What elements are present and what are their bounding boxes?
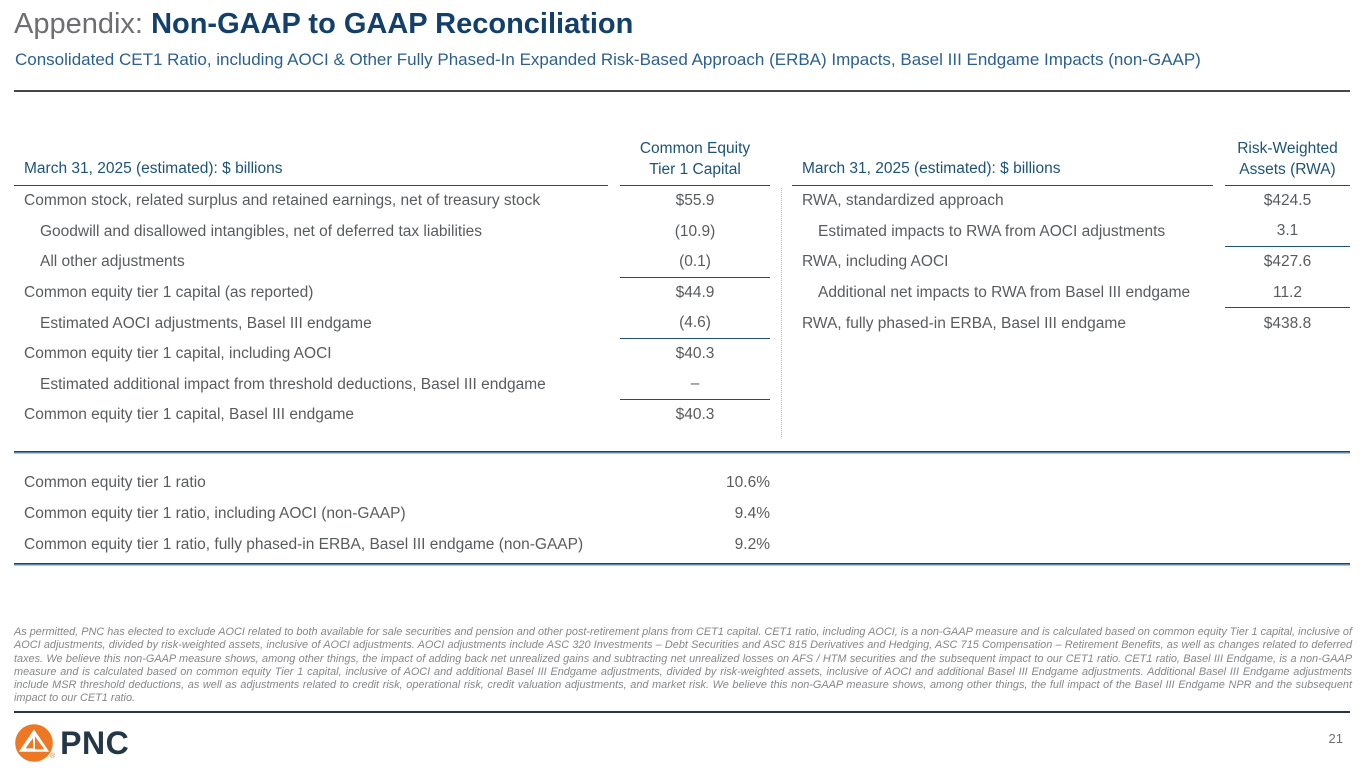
header-divider	[14, 90, 1350, 92]
pnc-logo	[14, 723, 129, 763]
page-title-prefix: Appendix:	[14, 8, 143, 40]
row-value: (0.1)	[620, 247, 770, 278]
table-row	[792, 308, 1350, 339]
table-row	[792, 217, 1350, 248]
row-label: Common stock, related surplus and retained earnings, net of treasury stock	[24, 192, 541, 210]
value-column-header-line1: Risk-Weighted	[1237, 140, 1338, 157]
section-divider-upper	[14, 451, 1350, 454]
pnc-pinwheel-icon	[14, 723, 54, 763]
table-row	[14, 186, 770, 217]
row-label: Estimated AOCI adjustments, Basel III endgame	[40, 314, 372, 332]
table-row	[792, 186, 1350, 217]
table-row	[14, 529, 770, 560]
table-caption: March 31, 2025 (estimated): $ billions	[792, 160, 1213, 186]
row-label: Estimated impacts to RWA from AOCI adjustments	[818, 222, 1166, 240]
footer-divider	[14, 711, 1350, 713]
row-value: $55.9	[675, 192, 715, 210]
table-caption: March 31, 2025 (estimated): $ billions	[14, 160, 608, 186]
value-column-header-line1: Common Equity	[639, 140, 751, 157]
row-value: 9.2%	[734, 535, 770, 553]
cet1-capital-table-body	[14, 186, 770, 431]
row-label: Additional net impacts to RWA from Basel III endgame	[818, 284, 1191, 302]
page-title	[14, 8, 633, 41]
row-value: $438.8	[1263, 314, 1312, 332]
row-value: 11.2	[1225, 278, 1350, 309]
table-row	[14, 467, 770, 498]
row-label: Goodwill and disallowed intangibles, net of deferred tax liabilities	[40, 222, 483, 240]
page-title-main: Non-GAAP to GAAP Reconciliation	[151, 8, 634, 40]
row-value: 3.1	[1225, 217, 1350, 248]
table-row	[14, 370, 770, 401]
value-column-header-line2: Tier 1 Capital	[649, 161, 741, 178]
footnote-text: As permitted, PNC has elected to exclude AOCI related to both available for sale securities and pension and other post-retirement plans from CET1 capital. CET1 ratio, including AOCI, is a non-GAAP measure and is calculated based on common equity Tier 1 capital, inclusive of AOCI adjustments, divided by risk-weighted assets, inclusive of AOCI adjustments. AOCI adjustments include ASC 320 Investments – Debt Securities and ASC 815 Derivatives and Hedging, ASC 715 Compensation – Retirement Benefits, as well as changes related to deferred taxes. We believe this non-GAAP measure shows, among other things, the impact of adding back net unrealized gains and subtracting net unrealized losses on AFS / HTM securities and the subsequent impact to our CET1 ratio. CET1 ratio, Basel III Endgame, is a non-GAAP measure and is calculated based on common equity Tier 1 capital, inclusive of AOCI and additional Basel III Endgame adjustments, divided by risk-weighted assets, inclusive of AOCI and additional Basel III Endgame adjustments. Additional Basel III Endgame adjustments include MSR threshold deductions, as well as adjustments related to credit risk, operational risk, credit valuation adjustments, and market risk. We believe this non-GAAP measure shows, among other things, the full impact of the Basel III Endgame NPR and the subsequent impact to our CET1 ratio.	[14, 626, 1352, 705]
pnc-wordmark: PNC	[60, 724, 130, 761]
row-value: $427.6	[1263, 253, 1312, 271]
table-row	[792, 278, 1350, 309]
row-value: (10.9)	[674, 222, 716, 240]
row-value: $424.5	[1263, 192, 1312, 210]
row-label: Common equity tier 1 capital, including AOCI	[24, 345, 332, 363]
row-value: $40.3	[675, 406, 715, 424]
row-value: 10.6%	[726, 473, 770, 491]
row-label: All other adjustments	[40, 253, 185, 271]
table-row	[792, 247, 1350, 278]
row-value: 9.4%	[734, 504, 770, 522]
cet1-capital-table-header	[14, 136, 770, 186]
table-row	[14, 498, 770, 529]
row-label: Common equity tier 1 capital (as reported)	[24, 284, 314, 302]
cet1-ratio-table	[14, 467, 770, 560]
rwa-table-header	[792, 136, 1350, 186]
row-label: RWA, including AOCI	[802, 253, 949, 271]
rwa-table-body	[792, 186, 1350, 339]
row-label: Common equity tier 1 ratio	[24, 473, 206, 491]
cet1-ratio-table-body	[14, 467, 770, 560]
row-label: Estimated additional impact from threshold deductions, Basel III endgame	[40, 375, 546, 393]
value-column-header	[620, 138, 770, 186]
table-row	[14, 217, 770, 248]
table-row	[14, 278, 770, 309]
value-column-header-line2: Assets (RWA)	[1239, 161, 1336, 178]
row-label: Common equity tier 1 ratio, including AOCI (non-GAAP)	[24, 504, 406, 522]
cet1-capital-table	[14, 136, 770, 431]
registered-trademark: ®	[50, 753, 56, 760]
tables-divider	[781, 188, 782, 437]
rwa-table	[792, 136, 1350, 339]
table-row	[14, 247, 770, 278]
row-value: $40.3	[675, 345, 715, 363]
section-divider-lower	[14, 563, 1350, 566]
row-label: RWA, fully phased-in ERBA, Basel III endgame	[802, 314, 1126, 332]
row-label: RWA, standardized approach	[802, 192, 1004, 210]
row-value: (4.6)	[620, 308, 770, 339]
value-column-header	[1225, 138, 1350, 186]
table-row	[14, 400, 770, 431]
row-value: –	[620, 370, 770, 401]
table-row	[14, 339, 770, 370]
row-value: $44.9	[675, 284, 715, 302]
row-label: Common equity tier 1 capital, Basel III endgame	[24, 406, 354, 424]
table-row	[14, 308, 770, 339]
row-label: Common equity tier 1 ratio, fully phased-in ERBA, Basel III endgame (non-GAAP)	[24, 535, 584, 553]
page-subtitle: Consolidated CET1 Ratio, including AOCI & Other Fully Phased-In Expanded Risk-Based Approach (ERBA) Impacts, Basel III Endgame Impacts (non-GAAP)	[15, 50, 1201, 69]
page-number: 21	[1328, 731, 1343, 746]
